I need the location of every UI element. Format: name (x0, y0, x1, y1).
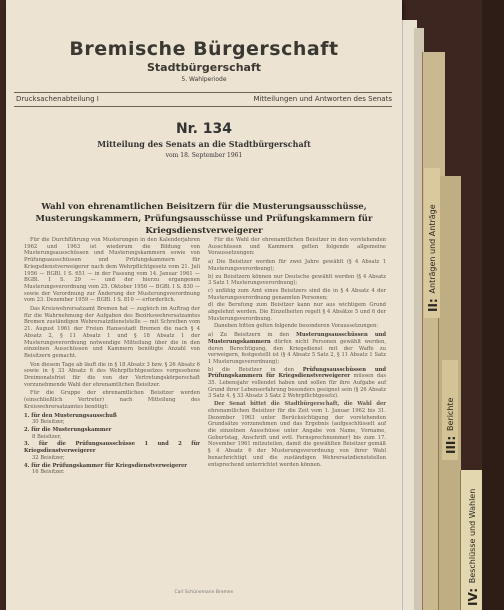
tab-iii-roman: III: (444, 435, 458, 454)
tab-ii[interactable] (424, 168, 440, 318)
right-column (208, 237, 386, 470)
paragraph: Das Kreiswehrersatzamt Bremen hat — zugleich im Auftrag der für die Wahrnehmung der Aufgaben des Bezirkswehrersatzamtes Bremen zuständigen Wehrersatzdienststelle — mit Schreiben vom 21. August 1961 der Freien Hansestadt Bremen die nach § 4 Absatz 2, § 11 Absatz 1 und § 18 Absatz 1 der Musterungsverordnung notwendige Mitteilung über die in den einzelnen Ausschüssen und Kammern benötigte Anzahl von Beisitzern gemacht. (24, 306, 200, 359)
condition-b: b) zu Beisitzern können nur Deutsche gewählt werden (§ 4 Absatz 3 Satz 1 Musterungsverordnung); (208, 273, 386, 287)
paragraph: Daneben bitten gelten folgende besonderen Voraussetzungen: (214, 323, 379, 330)
special-condition-b: b) die Beisitzer in den Prüfungsausschüssen und Prüfungskammern für Kriegsdienstverweigerer müssen das 35. Lebensjahr vollendet haben und sollen für ihre Aufgabe auf Grund ihrer Lebenserfahrung besonders geeignet sein (§ 26 Absatz 3 Satz 4, § 33 Absatz 3 Satz 2 Wehrpflichtgesetz). (208, 366, 386, 400)
tab-iv[interactable] (460, 470, 483, 610)
condition-a: a) Die Beisitzer werden für zwei Jahre gewählt (§ 4 Absatz 1 Musterungsverordnung); (208, 259, 386, 272)
top-rule (14, 92, 392, 93)
parliament-subtitle: Stadtbürgerschaft (147, 61, 261, 74)
paragraph: Für die Wahl der ehrenamtlichen Beisitzer in den vorstehenden Ausschüssen und Kammern gelten folgende allgemeine Voraussetzungen: (208, 237, 386, 257)
bottom-rule (14, 106, 392, 107)
article-heading: Wahl von ehrenamtlichen Beisitzern für die Musterungsausschüsse, Musterungskammern, Prüfungsausschüsse und Prüfungskammern für Kriegsdienstverweigerer (35, 202, 373, 236)
left-column (24, 237, 200, 477)
section-label: Mitteilungen und Antworten des Senats (253, 95, 392, 103)
document-number: Nr. 134 (175, 121, 233, 137)
special-condition-a: a) Zu Beisitzern in den Musterungsausschüssen und Musterungskammern dürfen nicht Personen gewählt werden, deren Berechtigung, den Kriegsdienst mit der Waffe zu verweigern, festgestellt ist (§ 4 Absatz 5 Satz 2, § 11 Absatz 1 Satz 1 Musterungsverordnung); (208, 332, 387, 365)
department-label: Drucksachenabteilung I (16, 95, 99, 103)
tab-ii-roman: II: (426, 298, 440, 312)
document-date: vom 18. September 1961 (165, 152, 243, 159)
document-subject: Mitteilung des Senats an die Stadtbürgerschaft (97, 139, 311, 149)
list-item: 3. für die Prüfungsausschüsse 1 und 2 für Kriegsdienstverweigerer 32 Beisitzer, (24, 441, 200, 461)
tab-ii-label: Anträgen und Anträge (428, 204, 437, 294)
list-item: 4. für die Prüfungskammer für Kriegsdienstverweigerer 16 Beisitzer. (24, 462, 188, 476)
condition-d: d) die Berufung zum Beisitzer kann nur aus wichtigem Grund abgelehnt werden. Die Einzelheiten regelt § 4 Absätze 5 und 6 der Musterungsverordnung. (208, 302, 386, 322)
tab-iv-label: Beschlüsse und Wahlen (468, 488, 477, 584)
background-shadow (482, 0, 504, 610)
list-item: 1. für den Musterungsausschuß 30 Beisitzer, (24, 412, 117, 426)
tab-iii[interactable] (442, 360, 458, 460)
tab-iii-label: Berichte (446, 397, 455, 431)
parliament-title: Bremische Bürgerschaft (69, 38, 339, 60)
printer-imprint: Carl Schünemann Bremen (174, 590, 234, 595)
paragraph: Für die Durchführung von Musterungen in den Kalenderjahren 1962 und 1963 ist wiederum die Bildung von Musterungsausschüssen und Musterungskammern sowie von Prüfungsausschüssen und Prüfungskammern für Kriegsdienstverweigerer nach dem Wehrpflichtgesetz vom 21. Juli 1956 — BGBl. I S. 651 — in der Fassung vom 14. Januar 1961 — BGBl. I S. 29 — und der hierzu ergangenen Musterungsverordnung vom 25. Oktober 1956 — BGBl. I S. 830 — sowie der Verordnung zur Änderung der Musterungsverordnung vom 23. Dezember 1959 — BGBl. I S. 810 — erforderlich. (24, 237, 200, 304)
condition-c: c) unfähig zum Amt eines Beisitzers sind die in § 4 Absatz 4 der Musterungsverordnung genannten Personen; (208, 287, 386, 301)
period-label: 5. Wahlperiode (181, 76, 227, 83)
binder-spine (402, 0, 504, 610)
closing-paragraph: Der Senat bittet die Stadtbürgerschaft, die Wahl der ehrenamtlichen Beisitzer für die Zeit vom 1. Januar 1962 bis 31. Dezember 1963 unter Berücksichtigung der vorstehenden Grundsätze vorzunehmen und das Ergebnis (aufgeschlüsselt auf die einzelnen Ausschüsse unter Angabe von Name, Vorname, Geburtstag, Anschrift und evtl. Fernsprechnummer) bis zum 17. November 1961 mitzuteilen, damit die gewählten Beisitzer gemäß § 4 Absatz 6 der Musterungsverordnung von ihrer Wahl benachrichtigt und die zuständigen Wehrersatzdienststellen entsprechend unterrichtet werden können. (208, 401, 386, 468)
paragraph: Für die Gruppe der ehrenamtlichen Beisitzer werden (einschließlich Vertreter) nach Mitteilung des Kreiswehrersatzamtes benötigt: (24, 390, 200, 410)
list-item: 2. für die Musterungskammer 8 Beisitzer, (24, 426, 112, 440)
document-page (6, 0, 402, 610)
paragraph: Von diesem Tage ab läuft die in § 18 Absatz 3 bzw. § 26 Absatz 6 sowie in § 33 Absatz 6 des Wehrpflichtgesetzes vorgesehene Dreimonatsfrist für die von der Vertretungskörperschaft vorzunehmende Wahl der ehrenamtlichen Beisitzer. (24, 361, 200, 388)
tab-iv-roman: IV: (466, 587, 480, 606)
